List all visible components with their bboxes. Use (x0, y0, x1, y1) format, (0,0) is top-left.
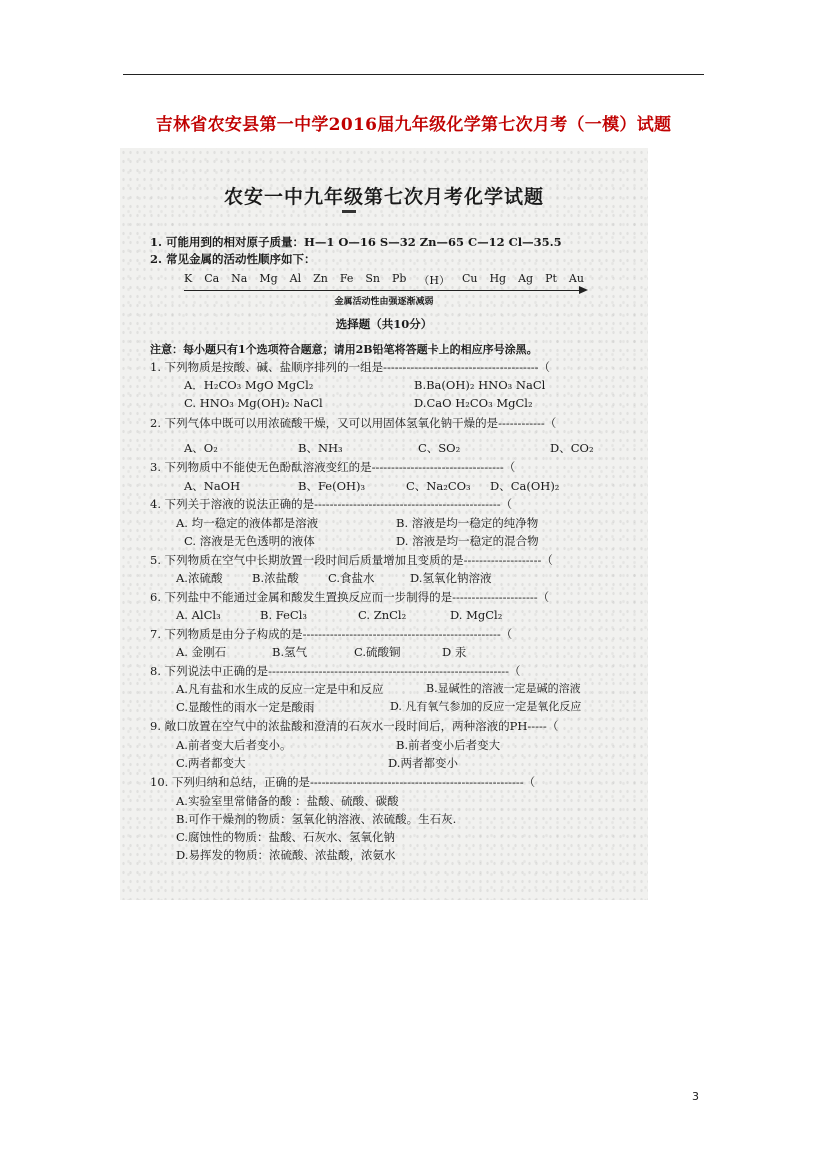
option: D. MgCl₂ (450, 608, 503, 622)
option: D.CaO H₂CO₃ MgCl₂ (414, 396, 533, 410)
option: D.两者都变小 (388, 756, 458, 770)
option: D. 凡有氧气参加的反应一定是氧化反应 (390, 700, 582, 713)
option: A.凡有盐和水生成的反应一定是中和反应 (176, 682, 384, 696)
option: C. HNO₃ Mg(OH)₂ NaCl (184, 396, 323, 410)
option: C.腐蚀性的物质：盐酸、石灰水、氢氧化钠 (176, 830, 396, 844)
activity-arrow (184, 290, 580, 291)
option: B.浓盐酸 (252, 571, 299, 585)
option: D.易挥发的物质：浓硫酸、浓盐酸，浓氨水 (176, 848, 396, 862)
header-rule (123, 74, 704, 75)
section-title: 选择题（共10分） (335, 317, 433, 331)
option: B. FeCl₃ (260, 608, 308, 622)
activity-caption: 金属活动性由强逐渐减弱 (334, 297, 434, 307)
activity-metal: Na (231, 272, 248, 285)
question-stem: 10. 下列归纳和总结，正确的是-------------------------------------------------------（ (150, 775, 536, 789)
activity-metal: Sn (365, 272, 380, 285)
option: B.显碱性的溶液一定是碱的溶液 (426, 682, 581, 695)
question-stem: 9. 敞口放置在空气中的浓盐酸和澄清的石灰水一段时间后，两种溶液的PH-----（ (150, 719, 559, 733)
activity-intro: 2. 常见金属的活动性顺序如下： (150, 252, 316, 266)
option: D、CO₂ (550, 441, 594, 455)
option: A．H₂CO₃ MgO MgCl₂ (184, 378, 314, 392)
activity-metal: Pb (391, 272, 407, 285)
option: C、Na₂CO₃ (406, 479, 471, 493)
page-number: 3 (692, 1090, 699, 1103)
activity-metal: Au (568, 272, 584, 285)
instruction-note: 注意：每小题只有1个选项符合题意；请用2B铅笔将答题卡上的相应序号涂黑。 (150, 343, 538, 356)
option: A. 均一稳定的液体都是溶液 (176, 516, 319, 530)
question-stem: 2. 下列气体中既可以用浓硫酸干燥，又可以用固体氢氧化钠干燥的是------------（ (150, 416, 557, 430)
activity-metal: Ag (518, 272, 534, 285)
activity-metal: Fe (339, 272, 354, 285)
option: A. 金刚石 (176, 645, 227, 659)
option: B、NH₃ (298, 441, 343, 455)
question-stem: 8. 下列说法中正确的是--------------------------------------------------------------（ (150, 664, 521, 678)
question-stem: 3. 下列物质中不能使无色酚酞溶液变红的是----------------------------------（ (150, 460, 516, 474)
option: B.氢气 (272, 645, 308, 659)
activity-metal: Zn (313, 272, 328, 285)
option: C.显酸性的雨水一定是酸雨 (176, 700, 315, 714)
activity-series (184, 272, 584, 288)
option: A. AlCl₃ (176, 608, 221, 622)
option: C. ZnCl₂ (358, 608, 407, 622)
activity-metal: Hg (489, 272, 507, 285)
option: B.前者变小后者变大 (396, 738, 501, 752)
activity-metal: Cu (461, 272, 478, 285)
option: C.食盐水 (328, 571, 375, 585)
title-underline-mark (342, 210, 356, 213)
activity-metal: K (184, 272, 193, 285)
activity-metal: Pt (545, 272, 557, 285)
scanned-exam-image (120, 148, 648, 900)
option: C.两者都变大 (176, 756, 246, 770)
option: A.浓硫酸 (176, 571, 223, 585)
option: B、Fe(OH)₃ (298, 479, 366, 493)
option: D.氢氧化钠溶液 (410, 571, 492, 585)
option: B. 溶液是均一稳定的纯净物 (396, 516, 539, 530)
question-stem: 4. 下列关于溶液的说法正确的是------------------------------------------------（ (150, 497, 513, 511)
activity-metal: （H） (418, 274, 450, 287)
option: C. 溶液是无色透明的液体 (184, 534, 315, 548)
option: A、NaOH (184, 479, 241, 493)
question-stem: 1. 下列物质是按酸、碱、盐顺序排列的一组是----------------------------------------（ (150, 360, 551, 374)
option: A.前者变大后者变小。 (176, 738, 292, 752)
document-title: 吉林省农安县第一中学2016届九年级化学第七次月考（一模）试题 (155, 115, 672, 135)
option: B.可作干燥剂的物质：氢氧化钠溶液、浓硫酸。生石灰. (176, 812, 457, 826)
option: D. 溶液是均一稳定的混合物 (396, 534, 539, 548)
option: A、O₂ (184, 441, 218, 455)
option: A.实验室里常储备的酸 ：盐酸、硫酸、碳酸 (176, 794, 399, 808)
option: D 汞 (442, 645, 467, 659)
question-stem: 6. 下列盐中不能通过金属和酸发生置换反应而一步制得的是----------------------（ (150, 590, 550, 604)
option: D、Ca(OH)₂ (490, 479, 560, 493)
activity-metal: Mg (259, 272, 278, 285)
exam-title: 农安一中九年级第七次月考化学试题 (223, 186, 544, 208)
activity-metal: Al (289, 272, 302, 285)
option: C.硫酸铜 (354, 645, 401, 659)
option: C、SO₂ (418, 441, 461, 455)
option: B.Ba(OH)₂ HNO₃ NaCl (414, 378, 546, 392)
atomic-masses: 1. 可能用到的相对原子质量：H—1 O—16 S—32 Zn—65 C—12 Cl—35.5 (150, 235, 562, 249)
activity-metal: Ca (204, 272, 220, 285)
question-stem: 7. 下列物质是由分子构成的是---------------------------------------------------（ (150, 627, 513, 641)
question-stem: 5. 下列物质在空气中长期放置一段时间后质量增加且变质的是--------------------（ (150, 553, 553, 567)
